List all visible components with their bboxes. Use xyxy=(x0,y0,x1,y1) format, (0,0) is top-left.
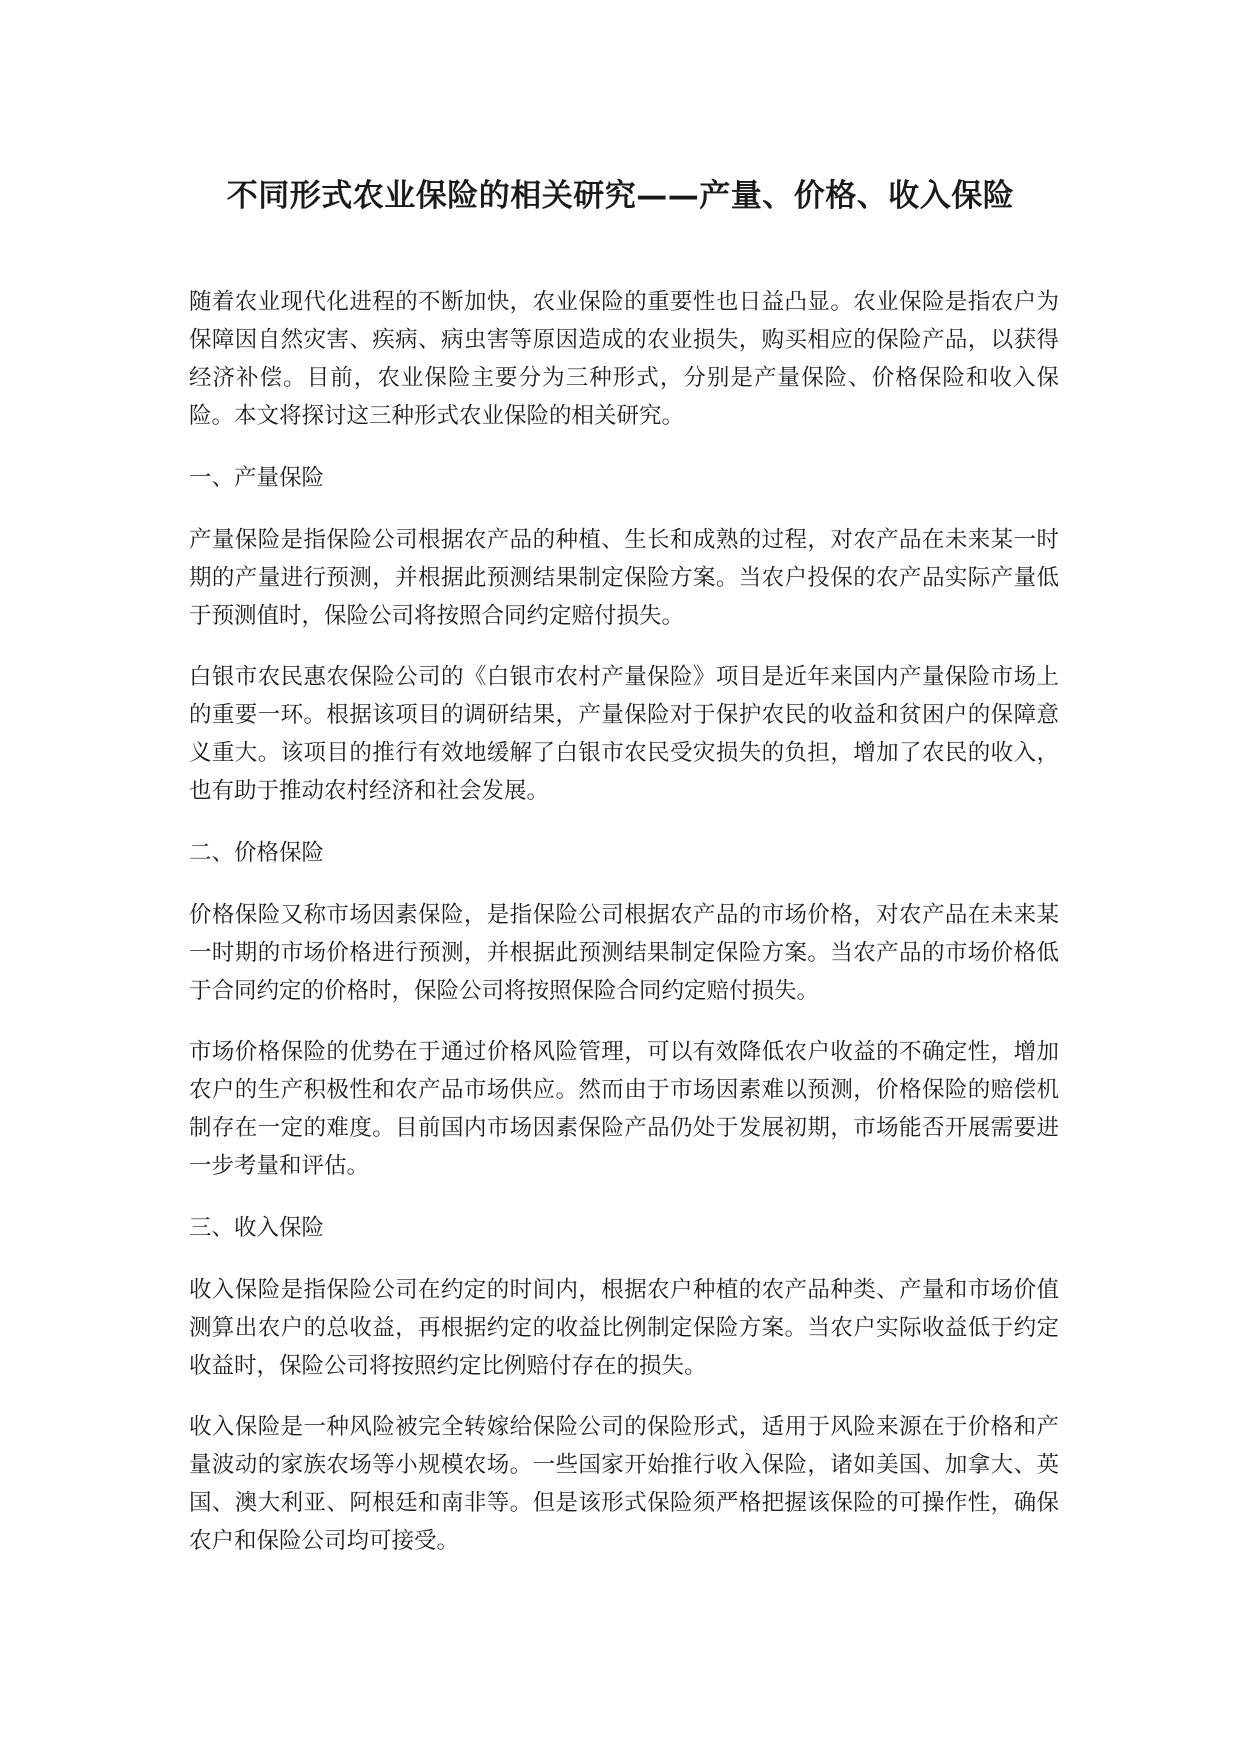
section-heading-yield-insurance: 一、产量保险 xyxy=(189,465,325,491)
document-title: 不同形式农业保险的相关研究——产量、价格、收入保险 xyxy=(226,178,1015,214)
document-body xyxy=(189,283,1059,1560)
intro-paragraph: 随着农业现代化进程的不断加快，农业保险的重要性也日益凸显。农业保险是指农户为保障因自然灾害、疾病、病虫害等原因造成的农业损失，购买相应的保险产品，以获得经济补偿。目前，农业保险主要分为三种形式，分别是产量保险、价格保险和收入保险。本文将探讨这三种形式农业保险的相关研究。 xyxy=(189,289,1059,429)
section-heading-price-insurance: 二、价格保险 xyxy=(189,840,325,866)
section-paragraph: 收入保险是一种风险被完全转嫁给保险公司的保险形式，适用于风险来源在于价格和产量波动的家族农场等小规模农场。一些国家开始推行收入保险，诸如美国、加拿大、英国、澳大利亚、阿根廷和南非等。但是该形式保险须严格把握该保险的可操作性，确保农户和保险公司均可接受。 xyxy=(189,1414,1059,1554)
section-paragraph: 产量保险是指保险公司根据农产品的种植、生长和成熟的过程，对农产品在未来某一时期的产量进行预测，并根据此预测结果制定保险方案。当农户投保的农产品实际产量低于预测值时，保险公司将按照合同约定赔付损失。 xyxy=(189,527,1059,629)
section-paragraph: 价格保险又称市场因素保险，是指保险公司根据农产品的市场价格，对农产品在未来某一时期的市场价格进行预测，并根据此预测结果制定保险方案。当农产品的市场价格低于合同约定的价格时，保险公司将按照保险合同约定赔付损失。 xyxy=(189,902,1059,1004)
section-paragraph: 市场价格保险的优势在于通过价格风险管理，可以有效降低农户收益的不确定性，增加农户的生产积极性和农产品市场供应。然而由于市场因素难以预测，价格保险的赔偿机制存在一定的难度。目前国内市场因素保险产品仍处于发展初期，市场能否开展需要进一步考量和评估。 xyxy=(189,1039,1059,1179)
section-paragraph: 白银市农民惠农保险公司的《白银市农村产量保险》项目是近年来国内产量保险市场上的重要一环。根据该项目的调研结果，产量保险对于保护农民的收益和贫困户的保障意义重大。该项目的推行有效地缓解了白银市农民受灾损失的负担，增加了农民的收入，也有助于推动农村经济和社会发展。 xyxy=(189,664,1059,804)
section-heading-income-insurance: 三、收入保险 xyxy=(189,1215,325,1241)
section-paragraph: 收入保险是指保险公司在约定的时间内，根据农户种植的农产品种类、产量和市场价值测算出农户的总收益，再根据约定的收益比例制定保险方案。当农户实际收益低于约定收益时，保险公司将按照约定比例赔付存在的损失。 xyxy=(189,1277,1059,1379)
